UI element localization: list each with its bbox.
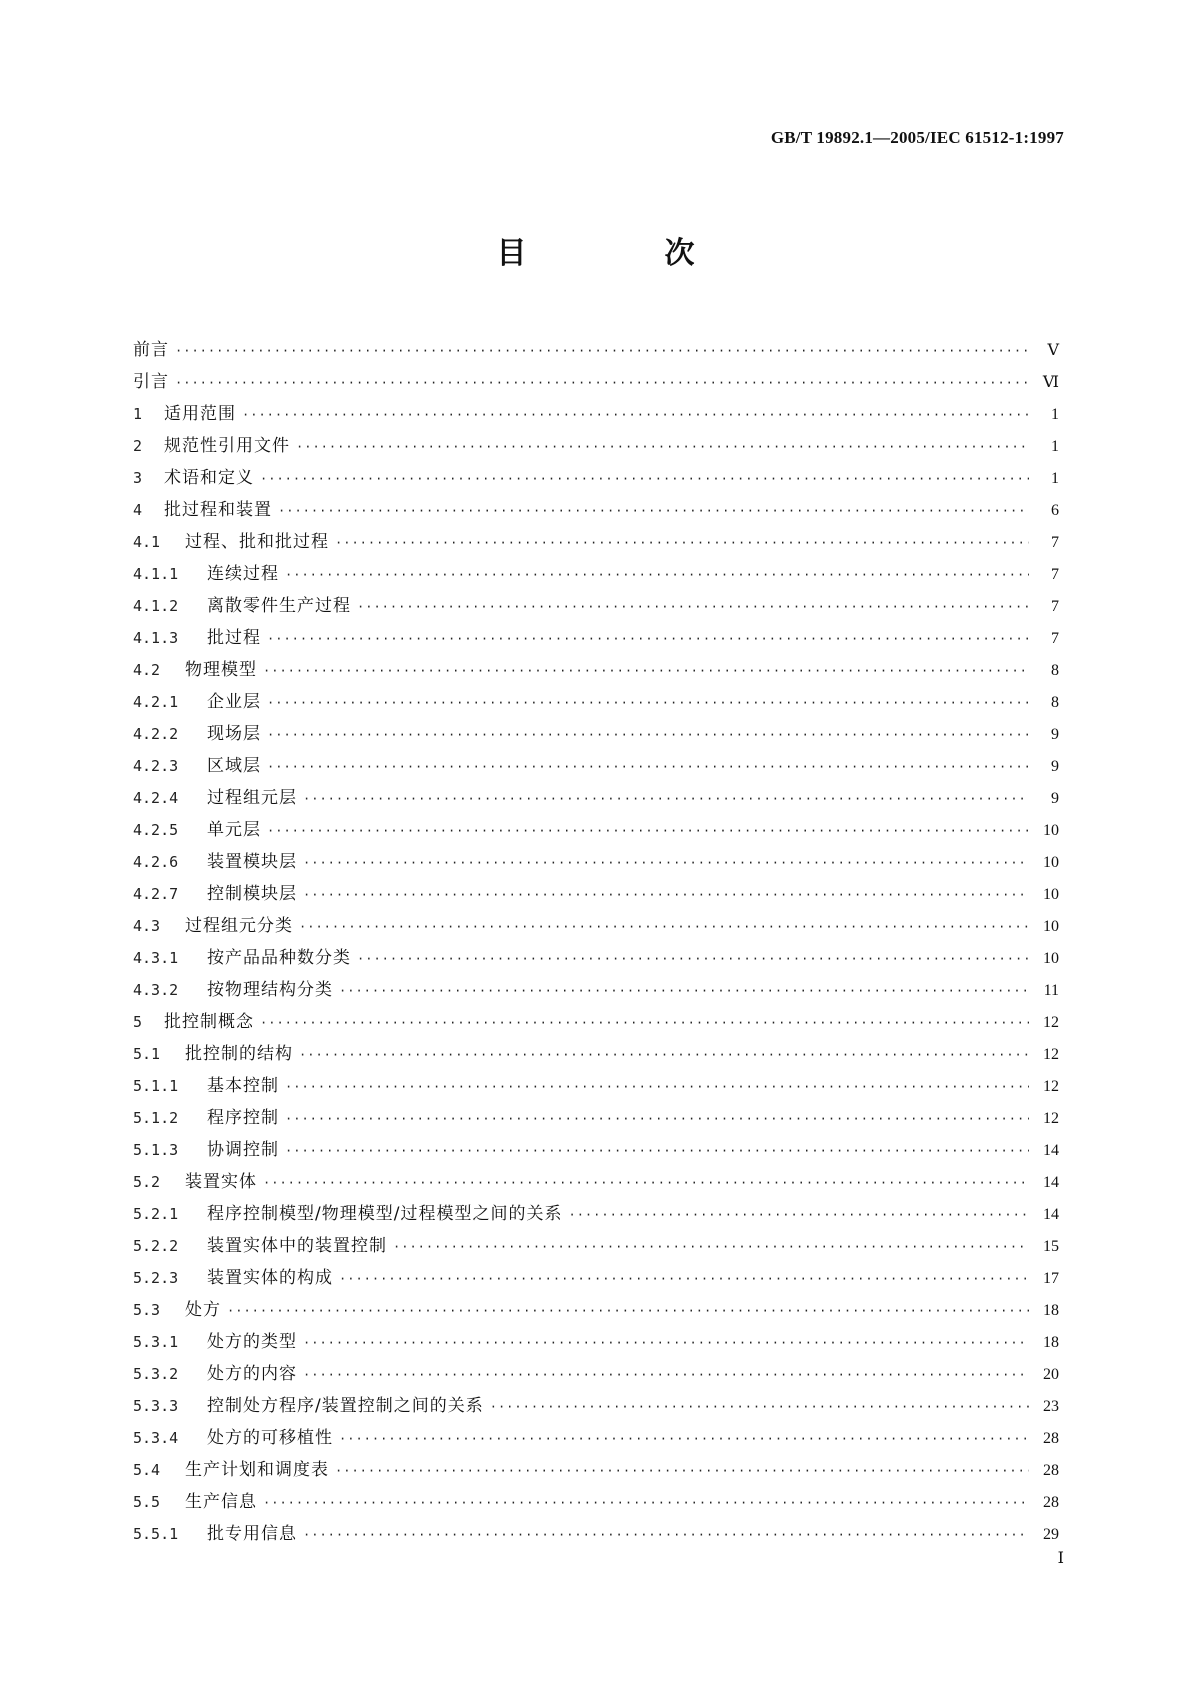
toc-leader-dots <box>267 687 1029 719</box>
toc-entry-title: 按物理结构分类 <box>207 980 333 1000</box>
toc-entry-page: Ⅴ <box>1047 342 1059 359</box>
toc-entry-title: 处方的类型 <box>207 1332 297 1352</box>
toc-entry-title: 过程、批和批过程 <box>185 532 329 552</box>
toc-entry[interactable] <box>133 814 1059 846</box>
toc-entry-page: 29 <box>1043 1526 1059 1543</box>
toc-leader-dots <box>303 879 1029 911</box>
toc-entry-number: 5.3 <box>133 1301 161 1319</box>
toc-entry-title: 装置实体 <box>185 1172 257 1192</box>
toc-entry-number: 1 <box>133 405 143 423</box>
toc-entry-title: 企业层 <box>207 692 261 712</box>
toc-entry-number: 4.3.2 <box>133 981 179 999</box>
table-of-contents <box>133 334 1059 1550</box>
toc-leader-dots <box>263 1487 1029 1519</box>
toc-entry-page: 12 <box>1043 1078 1059 1095</box>
toc-leader-dots <box>303 847 1029 879</box>
toc-entry-number: 4 <box>133 501 143 519</box>
toc-entry-page: 7 <box>1051 566 1059 583</box>
toc-entry-page: 9 <box>1051 790 1059 807</box>
toc-entry[interactable] <box>133 846 1059 878</box>
toc-entry-page: 7 <box>1051 534 1059 551</box>
toc-entry[interactable] <box>133 334 1059 366</box>
toc-entry[interactable] <box>133 1166 1059 1198</box>
toc-entry-number: 2 <box>133 437 143 455</box>
toc-leader-dots <box>303 1519 1029 1551</box>
toc-leader-dots <box>490 1391 1029 1423</box>
toc-entry-title: 现场层 <box>207 724 261 744</box>
toc-entry-page: 7 <box>1051 630 1059 647</box>
toc-leader-dots <box>393 1231 1029 1263</box>
toc-leader-dots <box>296 431 1029 463</box>
toc-leader-dots <box>242 399 1029 431</box>
toc-entry-page: 10 <box>1043 886 1059 903</box>
toc-leader-dots <box>357 943 1029 975</box>
toc-entry-page: 7 <box>1051 598 1059 615</box>
page-number: Ⅰ <box>1057 1550 1064 1567</box>
toc-leader-dots <box>357 591 1029 623</box>
toc-entry-title: 批过程和装置 <box>164 500 272 520</box>
toc-leader-dots <box>285 1135 1029 1167</box>
toc-entry-title: 前言 <box>133 340 169 360</box>
toc-entry-title: 批过程 <box>207 628 261 648</box>
toc-entry-number: 4.2.2 <box>133 725 179 743</box>
toc-entry-title: 生产信息 <box>185 1492 257 1512</box>
toc-entry-page: 10 <box>1043 918 1059 935</box>
toc-leader-dots <box>339 1263 1029 1295</box>
toc-leader-dots <box>260 1007 1029 1039</box>
toc-leader-dots <box>339 1423 1029 1455</box>
toc-entry-number: 5.1.1 <box>133 1077 179 1095</box>
toc-entry-number: 5.2.3 <box>133 1269 179 1287</box>
toc-entry[interactable] <box>133 910 1059 942</box>
toc-entry[interactable] <box>133 878 1059 910</box>
toc-leader-dots <box>175 335 1029 367</box>
toc-entry[interactable] <box>133 1358 1059 1390</box>
toc-entry[interactable] <box>133 1326 1059 1358</box>
toc-entry[interactable] <box>133 654 1059 686</box>
toc-leader-dots <box>263 1167 1029 1199</box>
toc-entry-number: 4.1.3 <box>133 629 179 647</box>
toc-entry-page: 20 <box>1043 1366 1059 1383</box>
toc-entry-title: 程序控制 <box>207 1108 279 1128</box>
toc-entry-title: 处方的内容 <box>207 1364 297 1384</box>
toc-entry[interactable] <box>133 1294 1059 1326</box>
toc-entry-page: 14 <box>1043 1174 1059 1191</box>
toc-entry-page: 12 <box>1043 1110 1059 1127</box>
toc-leader-dots <box>267 623 1029 655</box>
toc-entry[interactable] <box>133 686 1059 718</box>
toc-entry-number: 4.2.5 <box>133 821 179 839</box>
toc-entry[interactable] <box>133 974 1059 1006</box>
toc-entry-page: 18 <box>1043 1302 1059 1319</box>
toc-entry-title: 离散零件生产过程 <box>207 596 351 616</box>
toc-entry[interactable] <box>133 1262 1059 1294</box>
toc-entry-title: 处方的可移植性 <box>207 1428 333 1448</box>
toc-entry[interactable] <box>133 1518 1059 1550</box>
toc-entry[interactable] <box>133 622 1059 654</box>
toc-entry-page: 15 <box>1043 1238 1059 1255</box>
toc-entry-number: 5.3.1 <box>133 1333 179 1351</box>
toc-leader-dots <box>285 1103 1029 1135</box>
toc-entry[interactable] <box>133 366 1059 398</box>
toc-entry-title: 连续过程 <box>207 564 279 584</box>
toc-entry-page: 9 <box>1051 726 1059 743</box>
toc-entry-title: 控制处方程序/装置控制之间的关系 <box>207 1396 484 1416</box>
toc-entry-number: 5.1.2 <box>133 1109 179 1127</box>
toc-entry-page: 9 <box>1051 758 1059 775</box>
toc-entry-number: 5.4 <box>133 1461 161 1479</box>
toc-entry[interactable] <box>133 1070 1059 1102</box>
toc-entry-page: 28 <box>1043 1462 1059 1479</box>
toc-entry-title: 单元层 <box>207 820 261 840</box>
toc-entry-title: 基本控制 <box>207 1076 279 1096</box>
toc-entry-number: 4.2 <box>133 661 161 679</box>
toc-entry-number: 5.3.3 <box>133 1397 179 1415</box>
toc-entry-page: 10 <box>1043 822 1059 839</box>
standard-number-header: GB/T 19892.1—2005/IEC 61512-1:1997 <box>770 128 1064 147</box>
toc-entry-number: 5.1.3 <box>133 1141 179 1159</box>
toc-entry-title: 批控制的结构 <box>185 1044 293 1064</box>
toc-entry-page: 1 <box>1051 438 1059 455</box>
toc-entry[interactable] <box>133 1102 1059 1134</box>
toc-entry-title: 装置实体中的装置控制 <box>207 1236 387 1256</box>
toc-leader-dots <box>263 655 1029 687</box>
toc-leader-dots <box>278 495 1029 527</box>
toc-entry-page: 23 <box>1043 1398 1059 1415</box>
toc-entry-page: 10 <box>1043 854 1059 871</box>
toc-entry-number: 5.5.1 <box>133 1525 179 1543</box>
toc-entry-page: 18 <box>1043 1334 1059 1351</box>
toc-entry[interactable] <box>133 942 1059 974</box>
toc-leader-dots <box>175 367 1029 399</box>
toc-entry-title: 术语和定义 <box>164 468 254 488</box>
toc-leader-dots <box>303 1359 1029 1391</box>
toc-leader-dots <box>303 1327 1029 1359</box>
toc-entry[interactable] <box>133 590 1059 622</box>
toc-leader-dots <box>267 719 1029 751</box>
toc-entry-title: 批控制概念 <box>164 1012 254 1032</box>
toc-leader-dots <box>303 783 1029 815</box>
toc-entry-title: 引言 <box>133 372 169 392</box>
toc-entry[interactable] <box>133 526 1059 558</box>
toc-leader-dots <box>335 1455 1029 1487</box>
toc-entry-number: 5.1 <box>133 1045 161 1063</box>
toc-entry-title: 规范性引用文件 <box>164 436 290 456</box>
toc-entry-title: 区域层 <box>207 756 261 776</box>
toc-leader-dots <box>227 1295 1029 1327</box>
toc-entry[interactable] <box>133 1198 1059 1230</box>
toc-entry-number: 3 <box>133 469 143 487</box>
toc-entry-page: 1 <box>1051 470 1059 487</box>
toc-entry-title: 装置模块层 <box>207 852 297 872</box>
toc-entry-title: 生产计划和调度表 <box>185 1460 329 1480</box>
page-title: 目 次 <box>496 236 749 271</box>
toc-entry-title: 过程组元分类 <box>185 916 293 936</box>
toc-entry-number: 4.2.4 <box>133 789 179 807</box>
toc-entry[interactable] <box>133 782 1059 814</box>
toc-entry-title: 过程组元层 <box>207 788 297 808</box>
toc-entry-page: 14 <box>1043 1142 1059 1159</box>
toc-entry-page: 14 <box>1043 1206 1059 1223</box>
toc-entry-page: 8 <box>1051 662 1059 679</box>
toc-entry-page: 12 <box>1043 1014 1059 1031</box>
toc-entry-title: 程序控制模型/物理模型/过程模型之间的关系 <box>207 1204 563 1224</box>
toc-entry-title: 控制模块层 <box>207 884 297 904</box>
toc-entry-page: 1 <box>1051 406 1059 423</box>
toc-leader-dots <box>299 911 1029 943</box>
toc-leader-dots <box>335 527 1029 559</box>
toc-entry[interactable] <box>133 1390 1059 1422</box>
toc-entry-number: 4.2.7 <box>133 885 179 903</box>
toc-entry[interactable] <box>133 494 1059 526</box>
toc-entry-title: 物理模型 <box>185 660 257 680</box>
toc-entry[interactable] <box>133 462 1059 494</box>
toc-entry-title: 协调控制 <box>207 1140 279 1160</box>
toc-entry-page: 8 <box>1051 694 1059 711</box>
toc-leader-dots <box>260 463 1029 495</box>
toc-leader-dots <box>285 559 1029 591</box>
toc-entry-title: 适用范围 <box>164 404 236 424</box>
toc-entry[interactable] <box>133 1422 1059 1454</box>
toc-entry-number: 5.2.1 <box>133 1205 179 1223</box>
toc-entry-title: 按产品品种数分类 <box>207 948 351 968</box>
toc-entry-page: 11 <box>1043 982 1059 999</box>
toc-entry-title: 装置实体的构成 <box>207 1268 333 1288</box>
toc-entry[interactable] <box>133 750 1059 782</box>
toc-leader-dots <box>267 815 1029 847</box>
toc-entry-number: 4.2.6 <box>133 853 179 871</box>
toc-entry-number: 4.2.3 <box>133 757 179 775</box>
toc-leader-dots <box>568 1199 1029 1231</box>
toc-entry[interactable] <box>133 1486 1059 1518</box>
toc-entry[interactable] <box>133 430 1059 462</box>
toc-entry[interactable] <box>133 1454 1059 1486</box>
toc-entry-number: 4.3 <box>133 917 161 935</box>
toc-entry-page: 6 <box>1051 502 1059 519</box>
toc-leader-dots <box>285 1071 1029 1103</box>
toc-entry-number: 5 <box>133 1013 143 1031</box>
toc-entry-page: 28 <box>1043 1430 1059 1447</box>
toc-entry-number: 5.3.2 <box>133 1365 179 1383</box>
toc-leader-dots <box>339 975 1029 1007</box>
toc-entry-title: 处方 <box>185 1300 221 1320</box>
toc-entry[interactable] <box>133 718 1059 750</box>
toc-entry[interactable] <box>133 398 1059 430</box>
toc-entry[interactable] <box>133 1006 1059 1038</box>
toc-entry-page: 10 <box>1043 950 1059 967</box>
toc-entry-number: 5.3.4 <box>133 1429 179 1447</box>
toc-entry-number: 4.1.1 <box>133 565 179 583</box>
toc-entry-page: 28 <box>1043 1494 1059 1511</box>
toc-leader-dots <box>299 1039 1029 1071</box>
toc-entry-page: Ⅵ <box>1042 374 1059 391</box>
toc-entry-number: 4.1 <box>133 533 161 551</box>
toc-entry[interactable] <box>133 1230 1059 1262</box>
toc-entry-number: 5.2.2 <box>133 1237 179 1255</box>
toc-entry-number: 5.5 <box>133 1493 161 1511</box>
toc-entry-number: 4.2.1 <box>133 693 179 711</box>
toc-entry-page: 17 <box>1043 1270 1059 1287</box>
toc-entry-number: 5.2 <box>133 1173 161 1191</box>
toc-entry-number: 4.3.1 <box>133 949 179 967</box>
toc-leader-dots <box>267 751 1029 783</box>
toc-entry[interactable] <box>133 1038 1059 1070</box>
toc-entry[interactable] <box>133 1134 1059 1166</box>
toc-entry-title: 批专用信息 <box>207 1524 297 1544</box>
toc-entry-page: 12 <box>1043 1046 1059 1063</box>
toc-entry-number: 4.1.2 <box>133 597 179 615</box>
toc-entry[interactable] <box>133 558 1059 590</box>
